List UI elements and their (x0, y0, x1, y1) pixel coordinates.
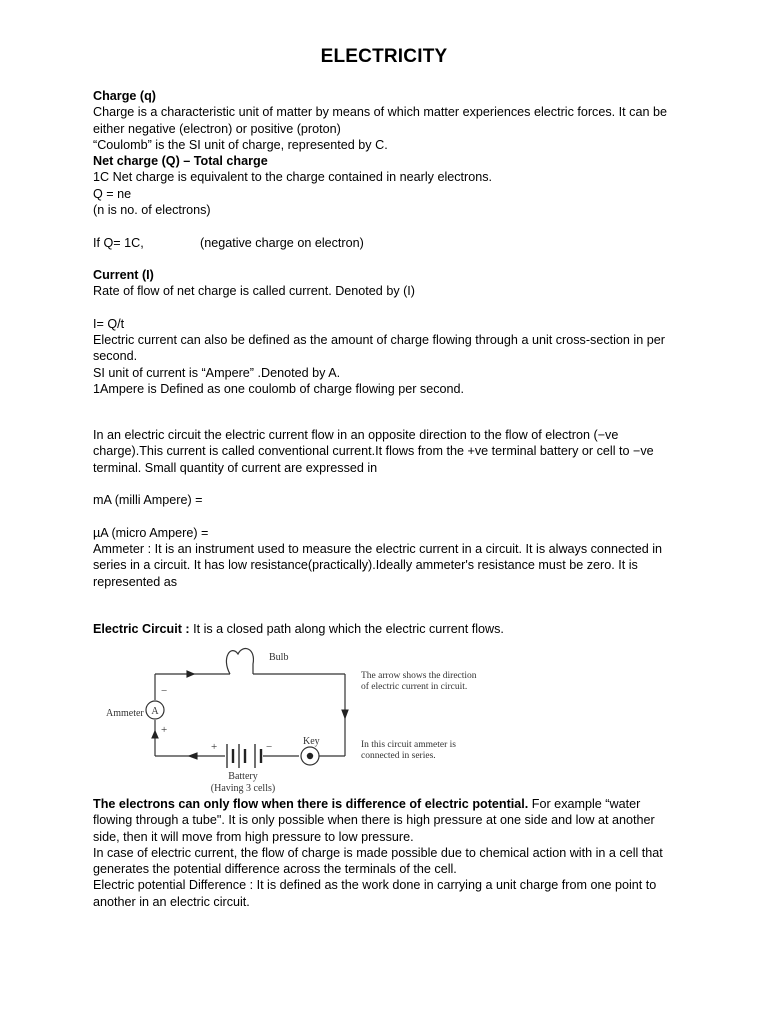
micro-ampere-line: µA (micro Ampere) = (93, 525, 209, 540)
ammeter-symbol: A (151, 706, 159, 717)
battery-icon (227, 744, 261, 768)
ampere-definition: 1Ampere is Defined as one coulomb of charge flowing per second. (93, 382, 465, 397)
arrow-left-icon (189, 753, 197, 759)
circuit-diagram (93, 638, 513, 798)
battery-minus: − (266, 741, 273, 753)
note-arrow-line2: of electric current in circuit. (361, 682, 468, 692)
potential-difference-section (93, 796, 678, 910)
si-unit-current: SI unit of current is “Ampere” .Denoted by A. (93, 365, 341, 380)
ammeter-label: Ammeter (106, 708, 144, 719)
electric-circuit-line (93, 621, 678, 637)
current-section (93, 267, 678, 397)
battery-plus: + (211, 741, 218, 753)
key-label: Key (303, 736, 320, 747)
negative-charge-note: (negative charge on electron) (200, 235, 364, 250)
ammeter-paragraph: Ammeter : It is an instrument used to measure the electric current in a circuit. It is always connected in series in a circuit. It has low resistance(practically).Ideally ammeter's resistance must be zero. It is represented as (93, 542, 663, 589)
net-charge-line: 1C Net charge is equivalent to the charge contained in nearly electrons. (93, 170, 493, 185)
key-dot (307, 753, 313, 759)
electric-circuit-text: It is a closed path along which the electric current flows. (189, 622, 504, 636)
if-q-text: If Q= 1C, (93, 235, 144, 250)
arrow-right-icon (187, 671, 194, 677)
charge-heading: Charge (q) (93, 89, 156, 103)
page-title: ELECTRICITY (320, 46, 448, 67)
arrow-up-icon (152, 731, 158, 738)
coulomb-line: “Coulomb” is the SI unit of charge, represented by C. (93, 137, 388, 152)
milli-ampere-line: mA (milli Ampere) = (93, 493, 203, 508)
electric-circuit-section (93, 621, 678, 637)
chemical-action-paragraph: In case of electric current, the flow of charge is made possible due to chemical action with in a cell that generates the potential difference across the terminals of the cell. (93, 845, 663, 877)
conventional-current-section (93, 427, 678, 590)
current-heading: Current (I) (93, 268, 154, 282)
n-definition: (n is no. of electrons) (93, 203, 211, 218)
net-charge-heading: Net charge (Q) – Total charge (93, 154, 268, 169)
current-formula: I= Q/t (93, 316, 125, 331)
q-equals-ne: Q = ne (93, 186, 132, 201)
note-arrow-line1: The arrow shows the direction (361, 671, 477, 681)
current-alt-definition: Electric current can also be defined as the amount of charge flowing through a unit cross-section in per second. (93, 333, 665, 364)
charge-section (93, 88, 678, 251)
battery-label: Battery (228, 771, 258, 782)
electrons-flow-paragraph (93, 796, 678, 845)
arrow-down-icon (342, 710, 348, 718)
current-definition: Rate of flow of net charge is called current. Denoted by (I) (93, 284, 416, 299)
if-q-line (93, 235, 678, 251)
electric-circuit-label: Electric Circuit : (93, 622, 190, 636)
charge-definition: Charge is a characteristic unit of matter by means of which matter experiences electric forces. It can be either negative (electron) or positive (proton) (93, 105, 667, 136)
bulb-icon (226, 649, 253, 674)
ammeter-plus: + (161, 724, 168, 736)
electrons-flow-bold: The electrons can only flow when there is difference of electric potential. (93, 797, 529, 811)
battery-sublabel: (Having 3 cells) (210, 783, 276, 794)
electrons-flow-text: For example “water flowing through a tube". It is only possible when there is high pressure at one side and low at another side, then it will move from high pressure to low pressure. (93, 797, 655, 844)
bulb-label: Bulb (269, 652, 289, 663)
ammeter-minus: − (161, 685, 168, 697)
note-series-line2: connected in series. (361, 751, 436, 761)
potential-difference-definition: Electric potential Difference : It is defined as the work done in carrying a unit charge from one point to another in an electric circuit. (93, 878, 657, 909)
conventional-current-paragraph: In an electric circuit the electric current flow in an opposite direction to the flow of electron (−ve charge).This current is called conventional current.It flows from the +ve terminal battery or cell to −ve terminal. Small quantity of current are expressed in (93, 428, 654, 475)
note-series-line1: In this circuit ammeter is (361, 740, 456, 750)
